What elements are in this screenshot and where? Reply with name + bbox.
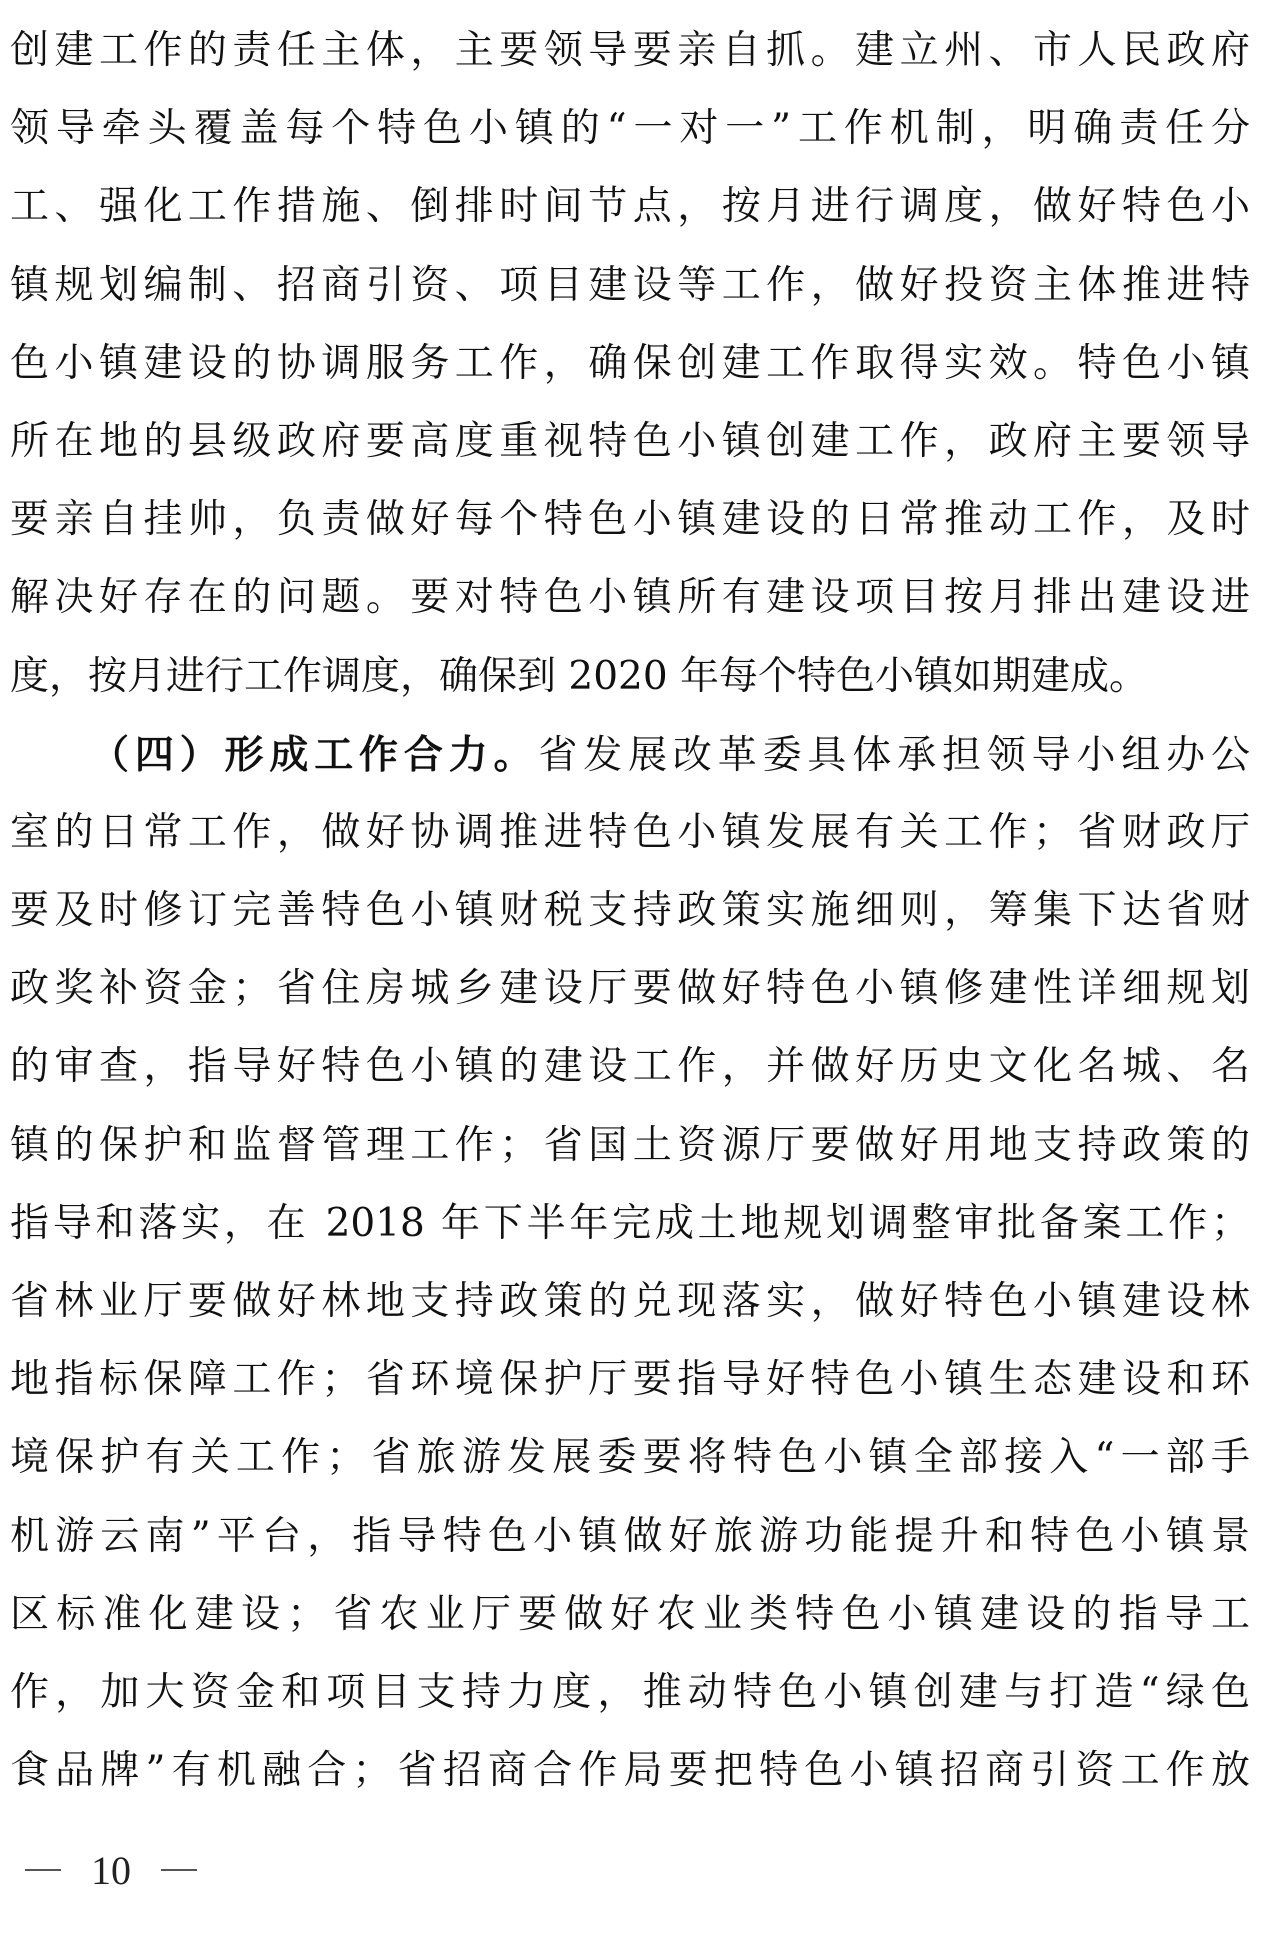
text-line: 镇规划编制、招商引资、项目建设等工作，做好投资主体推进特 bbox=[10, 262, 1250, 308]
text-line: 的审查，指导好特色小镇的建设工作，并做好历史文化名城、名 bbox=[10, 1044, 1250, 1090]
text-line: 工、强化工作措施、倒排时间节点，按月进行调度，做好特色小 bbox=[10, 184, 1250, 230]
text-line: 创建工作的责任主体，主要领导要亲自抓。建立州、市人民政府 bbox=[10, 28, 1250, 73]
text-line: 所在地的县级政府要高度重视特色小镇创建工作，政府主要领导 bbox=[10, 418, 1250, 464]
text-line: 境保护有关工作；省旅游发展委要将特色小镇全部接入“一部手 bbox=[10, 1435, 1250, 1481]
section-heading: （四）形成工作合力。 bbox=[90, 731, 539, 778]
text-line: 要亲自挂帅，负责做好每个特色小镇建设的日常推动工作，及时 bbox=[10, 497, 1250, 543]
text-line: 领导牵头覆盖每个特色小镇的“一对一”工作机制，明确责任分 bbox=[10, 106, 1250, 152]
text-line: 政奖补资金；省住房城乡建设厅要做好特色小镇修建性详细规划 bbox=[10, 966, 1250, 1012]
text-line: 解决好存在的问题。要对特色小镇所有建设项目按月排出建设进 bbox=[10, 575, 1250, 621]
dash-left-decoration bbox=[25, 1869, 61, 1871]
page-number: 10 bbox=[91, 1847, 131, 1893]
text-line: 作，加大资金和项目支持力度，推动特色小镇创建与打造“绿色 bbox=[10, 1669, 1250, 1715]
text-line: 区标准化建设；省农业厅要做好农业类特色小镇建设的指导工 bbox=[10, 1591, 1250, 1637]
text-line: 色小镇建设的协调服务工作，确保创建工作取得实效。特色小镇 bbox=[10, 340, 1250, 386]
section-heading-continuation: 省发展改革委具体承担领导小组办公 bbox=[538, 732, 1250, 778]
text-line: 要及时修订完善特色小镇财税支持政策实施细则，筹集下达省财 bbox=[10, 888, 1250, 934]
text-line: 机游云南”平台，指导特色小镇做好旅游功能提升和特色小镇景 bbox=[10, 1513, 1250, 1559]
text-line: 度，按月进行工作调度，确保到 2020 年每个特色小镇如期建成。 bbox=[10, 653, 1149, 699]
text-line: 地指标保障工作；省环境保护厅要指导好特色小镇生态建设和环 bbox=[10, 1357, 1250, 1403]
text-line: 指导和落实，在 2018 年下半年完成土地规划调整审批备案工作； bbox=[10, 1200, 1250, 1246]
text-line: 室的日常工作，做好协调推进特色小镇发展有关工作；省财政厅 bbox=[10, 809, 1250, 855]
text-line: 省林业厅要做好林地支持政策的兑现落实，做好特色小镇建设林 bbox=[10, 1279, 1250, 1324]
text-line: 镇的保护和监督管理工作；省国土资源厅要做好用地支持政策的 bbox=[10, 1122, 1250, 1168]
section-heading-line bbox=[10, 716, 1250, 794]
dash-right-decoration bbox=[161, 1869, 197, 1871]
body-text bbox=[10, 12, 1250, 1810]
text-line: 食品牌”有机融合；省招商合作局要把特色小镇招商引资工作放 bbox=[10, 1748, 1250, 1794]
page-footer bbox=[25, 1840, 197, 1900]
